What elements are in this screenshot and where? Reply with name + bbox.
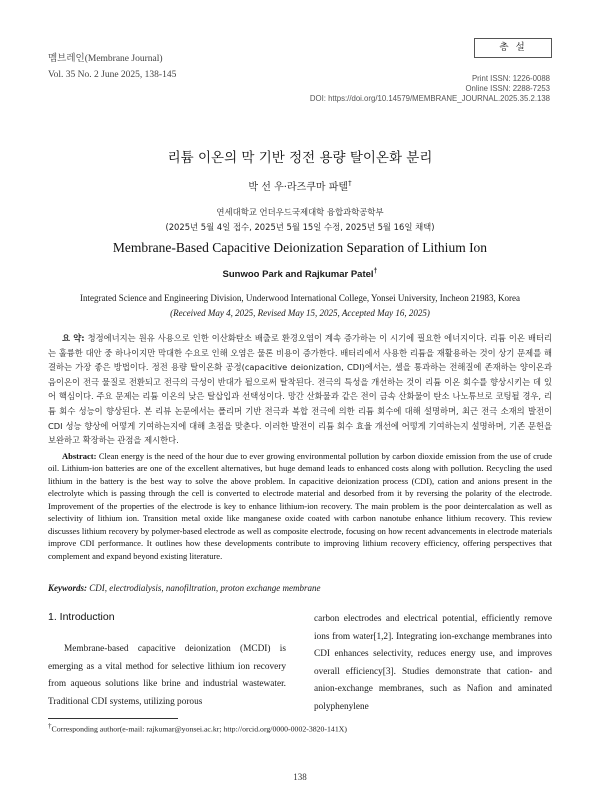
doi-link[interactable]: DOI: https://doi.org/10.14579/MEMBRANE_JOURNAL.2025.35.2.138 [309, 94, 550, 103]
title-english: Membrane-Based Capacitive Deionization Separation of Lithium Ion [112, 240, 488, 255]
affiliation-english: Integrated Science and Engineering Division, Underwood International College, Yonsei University, Incheon 21983, Korea [79, 293, 521, 303]
footnote-mark: † [48, 722, 52, 730]
body-column-left [48, 611, 286, 711]
affiliation-korean: 연세대학교 언더우드국제대학 융합과학공학부 [216, 207, 384, 217]
footnote-text: Corresponding author(e-mail: rajkumar@yonsei.ac.kr; http://orcid.org/0000-0002-3820-141X) [51, 724, 347, 734]
title-korean: 리튬 이온의 막 기반 정전 용량 탈이온화 분리 [167, 150, 433, 166]
abstract-korean-label: 요 약: [62, 333, 85, 343]
intro-paragraph-continued: carbon electrodes and electrical potential, efficiently remove ions from water[1,2]. Integrating ion-exchange membranes into CDI enhances selectivity, reduces energy use, and improves overall efficiency[3]. Studies demonstrate that cation- and anion-exchange membranes, such as Nafion and aminated polyphenylene [314, 614, 552, 712]
abstract-english-label: Abstract: [62, 451, 97, 461]
section-heading-introduction: 1. Introduction [48, 611, 115, 623]
abstract-english-text: Clean energy is the need of the hour due to ever growing environmental pollution by carbon dioxide emission from the use of crude oil. Lithium-ion batteries are one of the excellent alternatives, but huge demand leads to enhanced costs along with pollution. Recycling the used lithium in the battery is the best way to solve the above problem. In capacitive deionization process (CDI), cation and anions present in the electrolyte which is passing through the cell is converted to electrode material and desorbed from it by reversing the polarity of the electrode. Improvement of the properties of the electrode is key to enhance lithium-ion recovery. The main problem is the poor deintercalation as well as selectivity of lithium ion. Transition metal oxide like manganese oxide coated with carbon nanotube enhance lithium recovery. This review discusses lithium recovery by polymer-based electrode as well as composite electrode, focusing on how recent advancements in electrode materials improve CDI performance. It outlines how these developments contribute to improving lithium recovery efficiency, offering perspectives that complement and expand beyond existing literature. [48, 451, 552, 561]
body-column-right [314, 611, 552, 717]
article-type-badge: 총 설 [474, 38, 552, 58]
online-issn: Online ISSN: 2288-7253 [465, 84, 550, 93]
corresponding-mark: † [348, 179, 352, 188]
authors-korean-names: 박 선 우·라즈쿠마 파텔 [248, 182, 349, 193]
print-issn: Print ISSN: 1226-0088 [471, 74, 550, 83]
page-number: 138 [293, 772, 307, 782]
keywords-label: Keywords: [48, 583, 87, 593]
authors-english [0, 268, 600, 280]
corresponding-author-footnote [48, 722, 552, 734]
corresponding-mark: † [373, 268, 378, 275]
abstract-english [48, 450, 552, 562]
dates-korean: (2025년 5월 4일 접수, 2025년 5월 15일 수정, 2025년 5월 16일 채택) [165, 222, 435, 232]
keywords-text: CDI, electrodialysis, nanofiltration, proton exchange membrane [89, 583, 321, 593]
keywords [48, 583, 552, 593]
journal-volume: Vol. 35 No. 2 June 2025, 138-145 [48, 70, 177, 80]
dates-english: (Received May 4, 2025, Revised May 15, 2025, Accepted May 16, 2025) [170, 308, 430, 318]
authors-english-names: Sunwoo Park and Rajkumar Patel [222, 269, 374, 281]
authors-korean [0, 178, 600, 193]
journal-name: 멤브레인(Membrane Journal) [48, 54, 163, 64]
footnote-divider [48, 718, 178, 719]
intro-paragraph: Membrane-based capacitive deionization (MCDI) is emerging as a vital method for selective lithium ion recovery from aqueous solutions like brine and industrial wastewater. Traditional CDI systems, utilizing porous [48, 644, 286, 707]
abstract-korean-text: 청정에너지는 원유 사용으로 인한 이산화탄소 배출로 환경오염이 계속 증가하는 이 시기에 필요한 에너지이다. 리튬 이온 배터리는 훌륭한 대안 중 하나이지만 막대한 수요로 인해 오염은 물론 비용이 증가한다. 배터리에서 사용한 리튬을 재활용하는 것이 상기 문제를 해결하는 가장 좋은 방법이다. 정전 용량 탈이온화 공정(capacitive deionization, CDI)에서는, 셀을 통과하는 전해질에 존재하는 양이온과 음이온이 전극 물질로 전환되고 전극의 극성이 반대가 될으로써 탈착된다. 전극의 특성을 개선하는 것이 리튬 이온 회수를 향상시키는 데 있어 핵심이다. 주요 문제는 리튬 이온의 낮은 탈삽입과 선택성이다. 망간 산화물과 같은 전이 금속 산화물이 탄소 나노튜브로 코팅될 경우, 리튬 회수 성능이 향상된다. 본 리뷰 논문에서는 폴리머 기반 전극과 복합 전극에 의한 리튬 회수에 대해 설명하며, 최근 전극 소재의 발전이 CDI 성능 향상에 어떻게 기여하는지에 대해 초점을 맞춘다. 이러한 발전이 리튬 회수 효율 개선에 어떻게 기여하는지 설명하며, 기존 문헌을 보완하고 확장하는 관점을 제시한다. [48, 333, 552, 446]
abstract-korean [48, 331, 552, 448]
